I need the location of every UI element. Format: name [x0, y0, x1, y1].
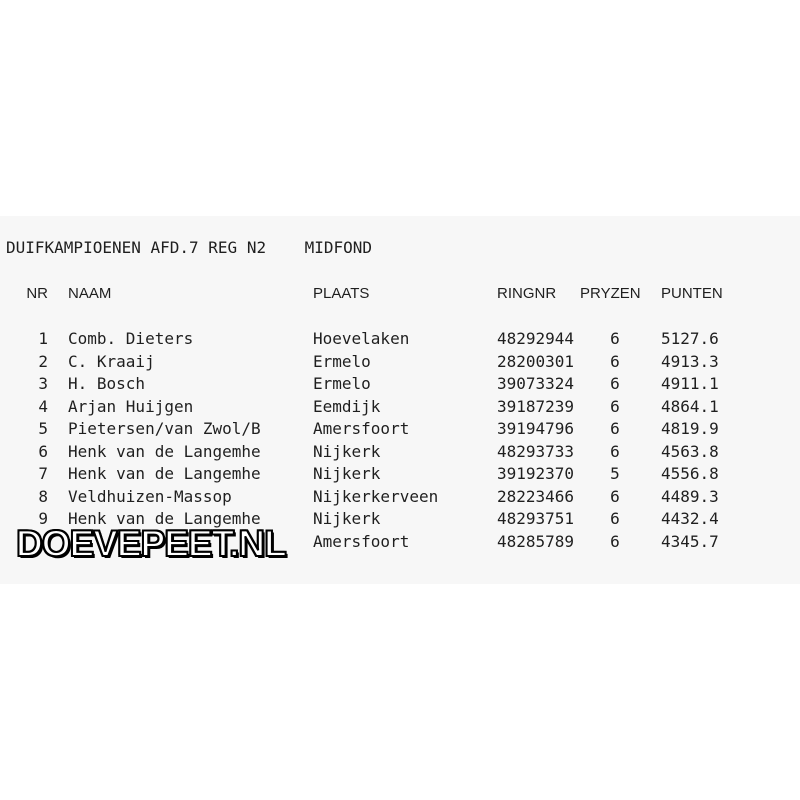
table-row — [0, 486, 800, 508]
cell-nr: 8 — [38, 486, 48, 506]
cell-naam: H. Bosch — [68, 374, 146, 393]
cell-nr: 2 — [38, 351, 48, 371]
header-nr: NR — [26, 285, 48, 302]
cell-ringnr: 39187239 — [497, 396, 575, 416]
cell-nr: 4 — [38, 396, 48, 416]
header-punten: PUNTEN — [661, 285, 723, 302]
cell-ringnr: 48285789 — [497, 531, 575, 551]
table-row — [0, 396, 800, 418]
cell-punten: 5127.6 — [661, 329, 719, 348]
table-row — [0, 373, 800, 395]
table-row — [0, 328, 800, 350]
cell-pryzen: 6 — [610, 441, 620, 461]
cell-pryzen: 6 — [610, 531, 620, 551]
cell-nr: 6 — [38, 441, 48, 461]
cell-punten: 4563.8 — [661, 441, 719, 461]
cell-plaats: Eemdijk — [313, 396, 381, 416]
cell-pryzen: 6 — [610, 509, 620, 528]
cell-punten: 4864.1 — [661, 396, 719, 416]
cell-punten: 4556.8 — [661, 464, 719, 483]
cell-naam: Veldhuizen-Massop — [68, 486, 232, 506]
cell-ringnr: 48293751 — [497, 509, 575, 528]
cell-pryzen: 6 — [610, 329, 620, 348]
table-row — [0, 463, 800, 485]
header-row — [0, 283, 800, 305]
table-row — [0, 441, 800, 463]
cell-naam: Arjan Huijgen — [68, 396, 194, 416]
cell-pryzen: 5 — [610, 464, 620, 483]
table-row — [0, 418, 800, 440]
cell-punten: 4911.1 — [661, 374, 719, 393]
cell-pryzen: 6 — [610, 351, 620, 371]
cell-plaats: Nijkerkerveen — [313, 486, 439, 506]
cell-pryzen: 6 — [610, 396, 620, 416]
cell-ringnr: 39192370 — [497, 464, 575, 483]
cell-plaats: Ermelo — [313, 374, 371, 393]
cell-pryzen: 6 — [610, 419, 620, 438]
header-plaats: PLAATS — [313, 285, 370, 302]
cell-punten: 4489.3 — [661, 486, 719, 506]
cell-punten: 4345.7 — [661, 531, 719, 551]
cell-ringnr: 28200301 — [497, 351, 575, 371]
cell-ringnr: 28223466 — [497, 486, 575, 506]
cell-punten: 4819.9 — [661, 419, 719, 438]
cell-pryzen: 6 — [610, 486, 620, 506]
header-naam: NAAM — [68, 285, 112, 302]
cell-naam: Henk van de Langemhe — [68, 464, 261, 483]
cell-punten: 4913.3 — [661, 351, 719, 371]
cell-naam: Henk van de Langemhe — [68, 509, 261, 528]
cell-ringnr: 39194796 — [497, 419, 575, 438]
cell-plaats: Amersfoort — [313, 419, 410, 438]
cell-nr: 5 — [38, 419, 48, 438]
cell-plaats: Nijkerk — [313, 441, 381, 461]
cell-naam: C. Kraaij — [68, 351, 155, 371]
cell-plaats: Amersfoort — [313, 531, 410, 551]
cell-naam: Henk van de Langemhe — [68, 441, 261, 461]
table-row — [0, 351, 800, 373]
cell-plaats: Nijkerk — [313, 509, 381, 528]
cell-punten: 4432.4 — [661, 509, 719, 528]
header-pryzen: PRYZEN — [580, 285, 641, 302]
cell-ringnr: 39073324 — [497, 374, 575, 393]
cell-plaats: Ermelo — [313, 351, 371, 371]
document-title: DUIFKAMPIOENEN AFD.7 REG N2 MIDFOND — [6, 238, 373, 257]
cell-nr: 9 — [38, 509, 48, 528]
cell-plaats: Hoevelaken — [313, 329, 410, 348]
header-ringnr: RINGNR — [497, 285, 557, 302]
cell-plaats: Nijkerk — [313, 464, 381, 483]
cell-ringnr: 48293733 — [497, 441, 575, 461]
cell-ringnr: 48292944 — [497, 329, 575, 348]
cell-naam: Pietersen/van Zwol/B — [68, 419, 261, 438]
cell-nr: 3 — [38, 374, 48, 393]
cell-nr: 7 — [38, 464, 48, 483]
cell-nr: 1 — [38, 329, 48, 348]
cell-naam: Comb. Dieters — [68, 329, 194, 348]
cell-pryzen: 6 — [610, 374, 620, 393]
watermark-logo: DOEVEPEET.NL — [16, 523, 286, 564]
